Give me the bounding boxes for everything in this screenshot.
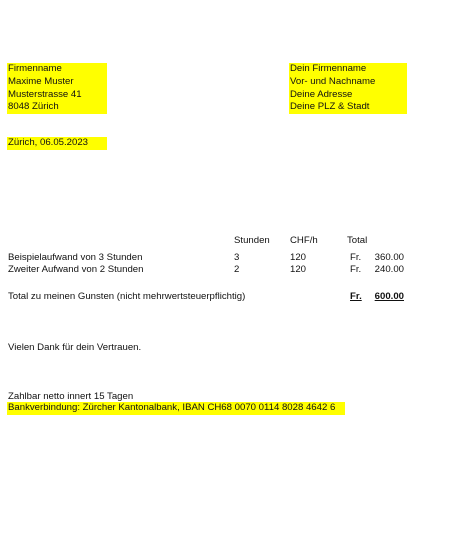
recipient-company: Dein Firmenname [290, 63, 367, 74]
row-description: Beispielaufwand von 3 Stunden [8, 252, 143, 263]
recipient-address-block [289, 63, 407, 114]
sender-address-block [7, 63, 107, 114]
header-total: Total [347, 235, 368, 246]
bank-details-text: Bankverbindung: Zürcher Kantonalbank, IBAN CH68 0070 0114 8028 4642 6 [8, 402, 336, 413]
row-hours: 2 [234, 264, 240, 275]
row-amount: 240.00 [374, 264, 404, 275]
sender-company: Firmenname [8, 63, 62, 74]
payment-terms: Zahlbar netto innert 15 Tagen [8, 391, 134, 402]
recipient-address: Deine Adresse [290, 88, 353, 100]
row-rate: 120 [290, 252, 307, 263]
row-hours: 3 [234, 252, 240, 263]
row-rate: 120 [290, 264, 307, 275]
row-currency: Fr. [350, 252, 362, 263]
sender-city: 8048 Zürich [8, 101, 59, 113]
place-date [7, 137, 107, 150]
header-hours: Stunden [234, 235, 270, 246]
sender-name: Maxime Muster [8, 75, 74, 87]
row-amount: 360.00 [374, 252, 404, 263]
total-amount: 600.00 [374, 291, 404, 302]
sender-street: Musterstrasse 41 [8, 88, 82, 100]
recipient-name: Vor- und Nachname [290, 75, 376, 87]
recipient-city: Deine PLZ & Stadt [290, 101, 370, 113]
row-description: Zweiter Aufwand von 2 Stunden [8, 264, 144, 275]
total-currency: Fr. [350, 291, 362, 302]
row-currency: Fr. [350, 264, 362, 275]
place-date-text: Zürich, 06.05.2023 [8, 137, 89, 148]
total-label: Total zu meinen Gunsten (nicht mehrwertsteuerpflichtig) [8, 291, 246, 302]
thanks-text: Vielen Dank für dein Vertrauen. [8, 342, 142, 353]
bank-details [7, 402, 345, 415]
header-rate: CHF/h [290, 235, 318, 246]
